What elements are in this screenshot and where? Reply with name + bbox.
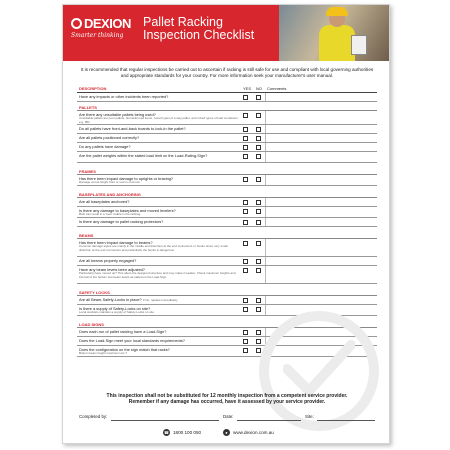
dexion-logo xyxy=(71,16,135,39)
column-divider xyxy=(265,111,266,124)
question-label: Are all Beam-Safety-Locks in place? xyxy=(79,296,142,302)
yes-checkbox[interactable] xyxy=(243,95,248,100)
title-line-1: Pallet Racking xyxy=(143,15,223,29)
website-link[interactable]: www.dexion.com.au xyxy=(233,430,274,435)
column-comments: Comments xyxy=(267,86,287,91)
column-divider xyxy=(265,266,266,283)
table-row xyxy=(77,125,377,134)
date-label: Date: xyxy=(223,414,234,419)
no-checkbox[interactable] xyxy=(256,220,261,225)
yes-checkbox[interactable] xyxy=(243,177,248,182)
brand-tagline: Smarter thinking xyxy=(71,32,124,39)
question-label: Does the configuration on the sign match that racks? xyxy=(79,346,170,352)
question-text: Do any pallets have damage? xyxy=(79,143,131,149)
table-row xyxy=(77,175,377,186)
yes-checkbox[interactable] xyxy=(243,154,248,159)
intro-paragraph: It is recommended that regular inspections be carried out to ascertain if racking is still safe for use and compliant with local governing authorities and appropriate standards for your country. For more information seek your manufacturer's user manual. xyxy=(80,67,374,78)
section-pallets xyxy=(77,102,377,111)
section-title: SAFETY LOCKS xyxy=(79,290,110,295)
footer-notice xyxy=(77,393,377,406)
section-safety-locks xyxy=(77,284,377,296)
yes-checkbox[interactable] xyxy=(243,209,248,214)
section-title: BEAMS xyxy=(79,233,94,238)
title-line-2: Inspection Checklist xyxy=(143,28,255,42)
question-label: Have any beam levels been adjusted? xyxy=(79,266,145,272)
question-text: Have any impacts or other incidents been reported? xyxy=(79,93,169,99)
no-checkbox[interactable] xyxy=(256,200,261,205)
no-checkbox[interactable] xyxy=(256,145,261,150)
column-divider xyxy=(265,239,266,256)
checkmark-icon xyxy=(283,339,355,399)
column-divider xyxy=(265,305,266,315)
clipboard-icon xyxy=(351,35,367,55)
section-title: BASEPLATES AND ANCHORING xyxy=(79,192,141,197)
yes-checkbox[interactable] xyxy=(243,259,248,264)
yes-checkbox[interactable] xyxy=(243,136,248,141)
column-divider xyxy=(265,134,266,142)
question-note: Both can result in a 'toes' visible in the racking xyxy=(79,212,141,217)
question-text: Are all baseplates anchored? xyxy=(79,198,130,204)
section-frames xyxy=(77,163,377,175)
table-row xyxy=(77,198,377,207)
table-row xyxy=(77,296,377,305)
no-checkbox[interactable] xyxy=(256,154,261,159)
yes-checkbox[interactable] xyxy=(243,220,248,225)
question-label: Is there a supply of Safety-Locks on site? xyxy=(79,305,151,311)
no-checkbox[interactable] xyxy=(256,339,261,344)
question-note: Bottom beam height maximum etc.? xyxy=(79,351,128,356)
warehouse-worker-photo xyxy=(279,5,390,61)
table-header xyxy=(77,85,377,93)
question-text xyxy=(79,209,239,217)
question-text: Are all pallets positioned correctly? xyxy=(79,134,140,140)
no-checkbox[interactable] xyxy=(256,298,261,303)
date-field[interactable] xyxy=(237,420,301,421)
column-divider xyxy=(265,175,266,185)
section-beams xyxy=(77,227,377,239)
question-note: If No, replace immediately xyxy=(142,297,178,302)
column-divider xyxy=(265,296,266,304)
question-text: Are all beams properly engaged? xyxy=(79,257,137,263)
question-note: Damage at low-height front or rear is common xyxy=(79,180,141,185)
column-description: DESCRIPTION xyxy=(79,86,107,91)
question-text xyxy=(79,113,239,125)
column-divider xyxy=(265,207,266,217)
table-row xyxy=(77,143,377,152)
completed-by-label: Completed by: xyxy=(79,414,108,419)
yes-checkbox[interactable] xyxy=(243,339,248,344)
header-banner xyxy=(63,5,390,61)
no-checkbox[interactable] xyxy=(256,330,261,335)
no-checkbox[interactable] xyxy=(256,127,261,132)
question-note: Unsuitable pallets are poor pallets, Not deformed items, mixed types of a way pallet, and mixed types of load containers e.g. IBC xyxy=(79,116,238,124)
phone-icon: ☎ xyxy=(164,430,169,435)
yes-checkbox[interactable] xyxy=(243,113,248,118)
no-checkbox[interactable] xyxy=(256,348,261,353)
column-divider xyxy=(265,328,266,336)
question-label: Is there any damage to baseplates and moved levelers? xyxy=(79,207,176,213)
no-checkbox[interactable] xyxy=(256,307,261,312)
hi-vis-vest-shape xyxy=(319,25,355,61)
no-checkbox[interactable] xyxy=(256,95,261,100)
table-row xyxy=(77,257,377,266)
brand-name: DEXION xyxy=(84,16,131,31)
column-divider xyxy=(265,257,266,265)
yes-checkbox[interactable] xyxy=(243,330,248,335)
yes-checkbox[interactable] xyxy=(243,307,248,312)
dexion-logo-icon xyxy=(71,18,82,29)
question-text xyxy=(79,268,239,280)
signature-row xyxy=(77,414,377,422)
no-checkbox[interactable] xyxy=(256,268,261,273)
table-row xyxy=(77,111,377,125)
table-row xyxy=(77,152,377,163)
yes-checkbox[interactable] xyxy=(243,145,248,150)
hard-hat-icon xyxy=(326,7,348,16)
site-label: Site: xyxy=(305,414,314,419)
question-text xyxy=(79,241,239,253)
table-row xyxy=(77,93,377,102)
column-no: NO xyxy=(256,86,262,91)
table-row xyxy=(77,239,377,257)
checkmark-watermark xyxy=(259,311,379,431)
no-checkbox[interactable] xyxy=(256,241,261,246)
yes-checkbox[interactable] xyxy=(243,348,248,353)
question-text: Does the Load-Sign meet your local standards requirements? xyxy=(79,337,185,343)
footer-notice-line-2: Remember if any damage has occurred, have it assessed by your service provider. xyxy=(128,399,326,406)
column-divider xyxy=(265,218,266,226)
no-checkbox[interactable] xyxy=(256,136,261,141)
section-baseplates xyxy=(77,186,377,198)
yes-checkbox[interactable] xyxy=(243,268,248,273)
column-yes: YES xyxy=(243,86,252,91)
question-text: Is there any damage to pallet racking protectors? xyxy=(79,218,164,224)
yes-checkbox[interactable] xyxy=(243,200,248,205)
question-text: Are the pallet weights within the stated load limit on the Load-Rating-Sign? xyxy=(79,152,208,158)
column-divider xyxy=(265,152,266,162)
table-row xyxy=(77,218,377,227)
question-text: Does each run of pallet racking have a Load-Sign? xyxy=(79,328,167,334)
yes-checkbox[interactable] xyxy=(243,241,248,246)
question-note: Common damage styles are mainly in the middle and distortion at the end connectors or hooks. Even very small distortion at the end connectors and particularly the hooks is dangerous xyxy=(79,244,228,252)
column-divider xyxy=(265,198,266,206)
column-divider xyxy=(265,93,266,101)
no-checkbox[interactable] xyxy=(256,113,261,118)
no-checkbox[interactable] xyxy=(256,259,261,264)
yes-checkbox[interactable] xyxy=(243,127,248,132)
table-row xyxy=(77,266,377,284)
column-divider xyxy=(265,125,266,133)
section-title: LOAD SIGNS xyxy=(79,322,104,327)
question-text xyxy=(79,348,239,356)
question-text xyxy=(79,177,239,185)
site-field[interactable] xyxy=(317,420,375,421)
no-checkbox[interactable] xyxy=(256,209,261,214)
question-note: Particularly have moved up? This alters the designed structure and may make it weaker. Check maximum heights and interval of the bottom two beam levels as stated on the Load-Sign. xyxy=(79,271,236,279)
question-label: Has there been impact damage to uprights or bracing? xyxy=(79,175,174,181)
globe-icon: ● xyxy=(223,429,230,436)
no-checkbox[interactable] xyxy=(256,177,261,182)
section-title: PALLETS xyxy=(79,105,97,110)
table-row xyxy=(77,134,377,143)
table-row xyxy=(77,207,377,218)
completed-by-field[interactable] xyxy=(111,420,219,421)
column-divider xyxy=(265,143,266,151)
question-text: Do all pallets have front-and-back boards to lock-in the pallet? xyxy=(79,125,186,131)
question-label: Has there been impact damage to beams? xyxy=(79,239,153,245)
contact-row xyxy=(77,429,377,439)
footer-notice-line-1: This inspection shall not be substituted for 12 monthly inspection from a competent service provider. xyxy=(106,393,348,399)
yes-checkbox[interactable] xyxy=(243,298,248,303)
question-label: Are there any unsuitable pallets being used? xyxy=(79,111,156,117)
question-text xyxy=(79,307,239,315)
question-note: Local stockists maintain a supply of Safety-Locks on site xyxy=(79,310,154,315)
phone-number: 1800 100 050 xyxy=(173,430,202,435)
checklist-sheet xyxy=(62,4,390,444)
question-text xyxy=(79,298,239,303)
section-title: FRAMES xyxy=(79,169,96,174)
page-title xyxy=(143,16,254,42)
